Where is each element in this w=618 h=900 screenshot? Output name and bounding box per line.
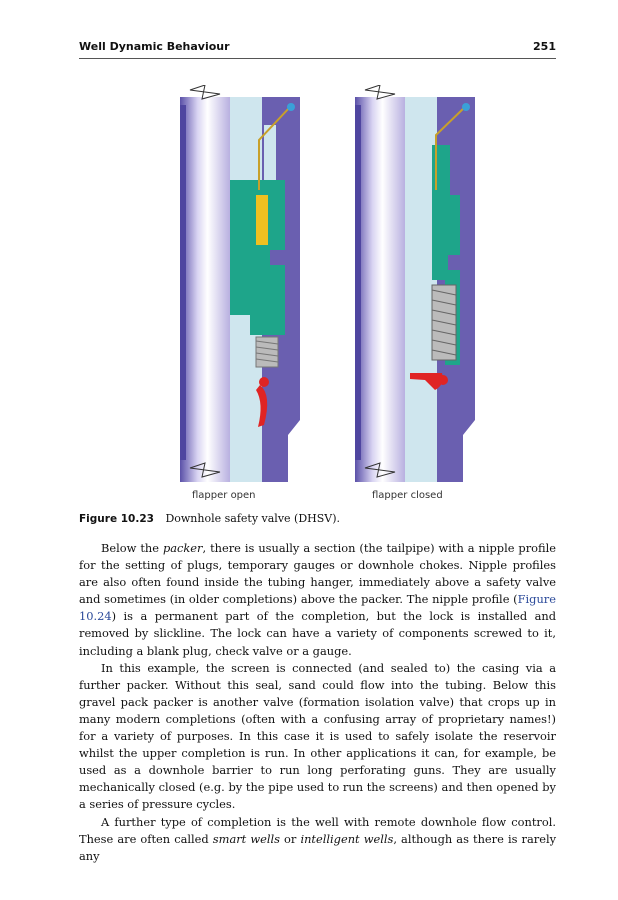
dhsv-diagram: [160, 85, 480, 505]
paragraph-2: In this example, the screen is connected (and sealed to) the casing via a further packer. Without this seal, sand could flow into the tubing. Below this gravel pack packer is another valve (formation isolation valve) that crops up in many modern completions (often with a confusing array of proprietary names!) for a variety of purposes. In this case it is used to safely isolate the reservoir whilst the upper completion is run. In other applications it can, for example, be used as a downhole barrier to run long perforating guns. They are usually mechanically closed (e.g. by the pipe used to run the screens) and then opened by a series of pressure cycles.: [79, 660, 556, 812]
valve-closed: [355, 85, 475, 482]
label-flapper-closed: flapper closed: [372, 490, 443, 501]
control-line-port: [462, 103, 470, 111]
running-title: Well Dynamic Behaviour: [79, 40, 230, 53]
label-flapper-open: flapper open: [192, 490, 256, 501]
control-line-port: [287, 103, 295, 111]
body-text: [79, 540, 556, 865]
hinge: [438, 375, 448, 385]
figure-number: Figure 10.23: [79, 513, 154, 525]
paragraph-1: Below the packer, there is usually a section (the tailpipe) with a nipple profile for the setting of plugs, temporary gauges or downhole chokes. Nipple profiles are also often found inside the tubing hanger, immediately above a safety valve and sometimes (in older completions) above the packer. The nipple profile (Figure 10.24) is a permanent part of the completion, but the lock is installed and removed by slickline. The lock can have a variety of components screwed to it, including a blank plug, check valve or a gauge.: [79, 541, 556, 658]
figure-caption: [79, 512, 340, 525]
page-header: [79, 40, 556, 59]
pipe-body: [355, 97, 405, 482]
figure-ref-link[interactable]: Figure 10.24: [79, 592, 556, 624]
spring: [256, 337, 278, 367]
page-number: 251: [533, 40, 556, 53]
spring: [432, 285, 456, 360]
yellow-piston: [256, 195, 268, 245]
valve-open: [180, 85, 300, 482]
paragraph-3: A further type of completion is the well with remote downhole flow control. These are often called smart wells or intelligent wells, although as there is rarely any: [79, 814, 557, 863]
pipe-body: [180, 97, 230, 482]
figure-caption-text: Downhole safety valve (DHSV).: [165, 512, 341, 525]
dhsv-figure: [160, 85, 480, 505]
